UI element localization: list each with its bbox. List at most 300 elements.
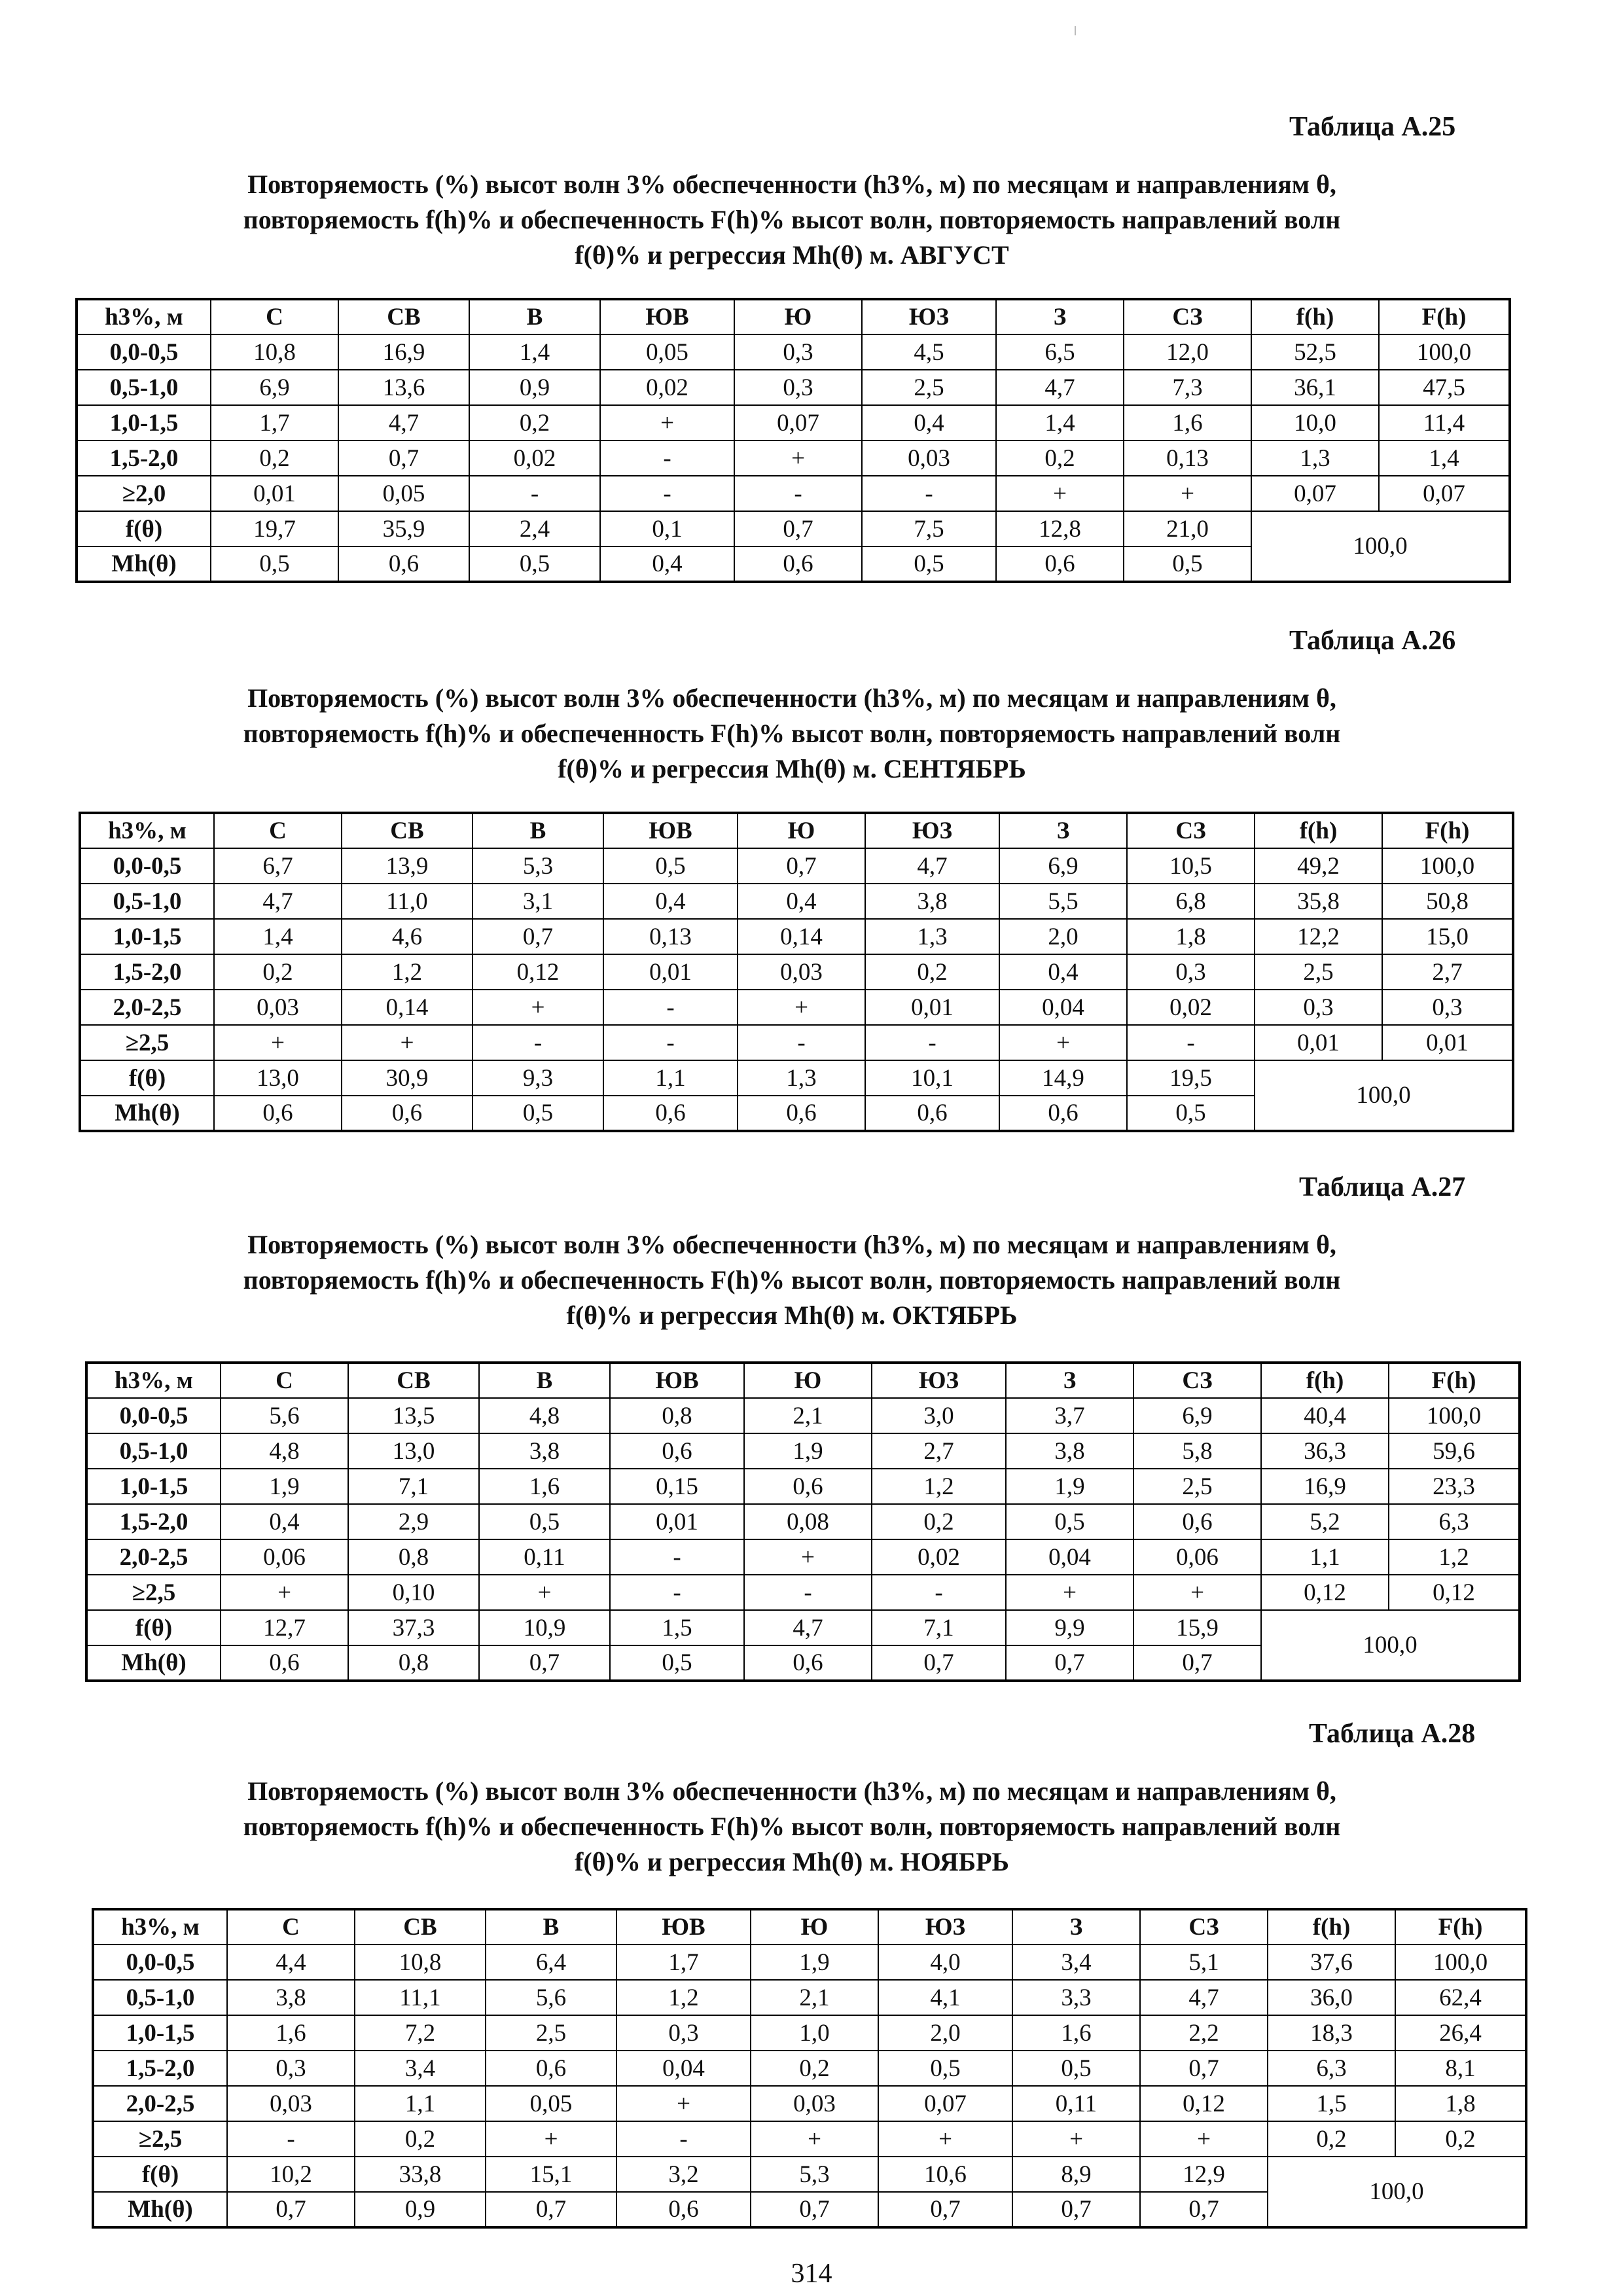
table-cell: 0,6 (616, 2192, 751, 2227)
table-cell: 1,2 (1389, 1539, 1520, 1575)
total-cell: 100,0 (1268, 2157, 1526, 2227)
table-cell: 0,02 (1127, 990, 1255, 1025)
table-cell: 7,3 (1124, 370, 1251, 405)
table-caption (92, 167, 1492, 273)
table-cell: 5,6 (486, 1980, 616, 2015)
table-cell: 1,6 (479, 1469, 610, 1504)
table-cell: 1,4 (214, 919, 342, 954)
table-row (77, 440, 1510, 476)
table-cell: 5,1 (1140, 1945, 1268, 1980)
table-row (80, 919, 1513, 954)
table-cell: 52,5 (1251, 334, 1379, 370)
table-cell: 40,4 (1261, 1398, 1389, 1433)
table-cell: 37,6 (1268, 1945, 1395, 1980)
caption-line: f(θ)% и регрессия Mh(θ) м. АВГУСТ (575, 240, 1009, 270)
column-header: СЗ (1140, 1909, 1268, 1945)
row-label: 1,5-2,0 (77, 440, 211, 476)
table-cell: 19,5 (1127, 1060, 1255, 1096)
table-row (93, 1945, 1526, 1980)
table-cell: 5,5 (999, 884, 1127, 919)
table-cell: 0,2 (865, 954, 999, 990)
table-cell: 12,9 (1140, 2157, 1268, 2192)
table-row (77, 370, 1510, 405)
table-cell: 0,6 (865, 1096, 999, 1131)
table-cell: 0,6 (342, 1096, 473, 1131)
table-cell: - (738, 1025, 865, 1060)
row-label: 0,0-0,5 (93, 1945, 227, 1980)
table-cell: 36,1 (1251, 370, 1379, 405)
table-cell: 13,6 (338, 370, 469, 405)
table-cell: 0,02 (469, 440, 600, 476)
table-cell: 5,3 (751, 2157, 878, 2192)
table-cell: 0,8 (348, 1645, 479, 1681)
column-header: f(h) (1268, 1909, 1395, 1945)
column-header: ЮВ (610, 1363, 744, 1398)
table-cell: 2,5 (486, 2015, 616, 2051)
column-header: Ю (744, 1363, 872, 1398)
table-row (93, 2051, 1526, 2086)
table-cell: 0,03 (227, 2086, 355, 2121)
table-cell: - (473, 1025, 603, 1060)
table-cell: 0,5 (610, 1645, 744, 1681)
row-label: ≥2,5 (80, 1025, 214, 1060)
table-cell: 0,7 (734, 511, 862, 547)
table-cell: 30,9 (342, 1060, 473, 1096)
table-cell: - (469, 476, 600, 511)
row-label: 0,5-1,0 (80, 884, 214, 919)
table-cell: 0,10 (348, 1575, 479, 1610)
caption-line: Повторяемость (%) высот волн 3% обеспеченности (h3%, м) по месяцам и направлениям θ, (247, 1776, 1336, 1806)
table-row (80, 990, 1513, 1025)
table-cell: 4,6 (342, 919, 473, 954)
table-cell: 23,3 (1389, 1469, 1520, 1504)
table-cell: + (486, 2121, 616, 2157)
table-caption (92, 681, 1492, 787)
table-cell: + (1140, 2121, 1268, 2157)
table-cell: 0,03 (862, 440, 996, 476)
table-cell: 33,8 (355, 2157, 486, 2192)
table-cell: - (872, 1575, 1006, 1610)
table-cell: 1,6 (1012, 2015, 1140, 2051)
table-cell: 1,9 (744, 1433, 872, 1469)
f-theta-row (86, 1610, 1520, 1645)
table-cell: 4,8 (221, 1433, 348, 1469)
table-cell: 0,8 (348, 1539, 479, 1575)
table-cell: 0,6 (744, 1645, 872, 1681)
table-cell: 4,0 (878, 1945, 1012, 1980)
table-cell: 0,01 (610, 1504, 744, 1539)
table-cell: 3,3 (1012, 1980, 1140, 2015)
table-cell: 14,9 (999, 1060, 1127, 1096)
table-cell: 2,5 (862, 370, 996, 405)
table-cell: 0,03 (751, 2086, 878, 2121)
table-cell: 15,1 (486, 2157, 616, 2192)
table-cell: 6,3 (1389, 1504, 1520, 1539)
table-cell: 13,5 (348, 1398, 479, 1433)
table-cell: 4,8 (479, 1398, 610, 1433)
table-cell: 59,6 (1389, 1433, 1520, 1469)
wave-table (85, 1361, 1521, 1682)
row-label: Mh(θ) (77, 547, 211, 582)
table-cell: 6,8 (1127, 884, 1255, 919)
table-cell: 0,9 (469, 370, 600, 405)
table-cell: 36,3 (1261, 1433, 1389, 1469)
table-cell: 1,4 (1379, 440, 1510, 476)
table-cell: 0,3 (1382, 990, 1513, 1025)
table-cell: 2,5 (1133, 1469, 1261, 1504)
column-header: f(h) (1261, 1363, 1389, 1398)
table-cell: 26,4 (1395, 2015, 1526, 2051)
table-cell: 6,9 (1133, 1398, 1261, 1433)
column-header: F(h) (1379, 299, 1510, 334)
table-cell: 1,1 (603, 1060, 738, 1096)
table-cell: - (865, 1025, 999, 1060)
table-cell: 0,6 (221, 1645, 348, 1681)
row-label: 2,0-2,5 (80, 990, 214, 1025)
row-label: 0,5-1,0 (93, 1980, 227, 2015)
column-header: ЮЗ (862, 299, 996, 334)
table-cell: 6,3 (1268, 2051, 1395, 2086)
table-cell: 35,8 (1255, 884, 1382, 919)
column-header: F(h) (1395, 1909, 1526, 1945)
column-header: h3%, м (93, 1909, 227, 1945)
table-cell: 1,9 (751, 1945, 878, 1980)
table-cell: 100,0 (1382, 848, 1513, 884)
table-row (93, 2015, 1526, 2051)
column-header: С (211, 299, 338, 334)
table-cell: 0,6 (996, 547, 1124, 582)
table-row (86, 1504, 1520, 1539)
table-cell: - (610, 1539, 744, 1575)
table-cell: + (214, 1025, 342, 1060)
column-header: С (214, 813, 342, 848)
table-cell: + (734, 440, 862, 476)
row-label: ≥2,5 (93, 2121, 227, 2157)
column-header: СВ (342, 813, 473, 848)
table-cell: 10,5 (1127, 848, 1255, 884)
table-cell: 18,3 (1268, 2015, 1395, 2051)
caption-line: Повторяемость (%) высот волн 3% обеспеченности (h3%, м) по месяцам и направлениям θ, (247, 170, 1336, 199)
table-cell: 4,7 (996, 370, 1124, 405)
table-cell: 0,04 (999, 990, 1127, 1025)
table-cell: 3,4 (1012, 1945, 1140, 1980)
row-label: ≥2,5 (86, 1575, 221, 1610)
column-header: F(h) (1382, 813, 1513, 848)
table-cell: 0,2 (469, 405, 600, 440)
column-header: В (479, 1363, 610, 1398)
column-header: h3%, м (86, 1363, 221, 1398)
column-header: f(h) (1255, 813, 1382, 848)
table-cell: 4,5 (862, 334, 996, 370)
table-cell: 0,13 (1124, 440, 1251, 476)
table-cell: + (479, 1575, 610, 1610)
table-number: Таблица А.28 (1309, 1719, 1476, 1749)
table-cell: 9,9 (1006, 1610, 1133, 1645)
column-header: В (473, 813, 603, 848)
table-cell: 2,9 (348, 1504, 479, 1539)
table-cell: 3,1 (473, 884, 603, 919)
table-cell: 1,6 (1124, 405, 1251, 440)
table-caption (92, 1227, 1492, 1333)
table-cell: 7,5 (862, 511, 996, 547)
table-cell: 2,0 (878, 2015, 1012, 2051)
table-cell: 5,8 (1133, 1433, 1261, 1469)
table-cell: 5,6 (221, 1398, 348, 1433)
table-cell: 0,03 (738, 954, 865, 990)
scan-mark (1075, 26, 1076, 35)
table-cell: + (878, 2121, 1012, 2157)
table-cell: 6,9 (999, 848, 1127, 884)
caption-line: повторяемость f(h)% и обеспеченность F(h)% высот волн, повторяемость направлений волн (243, 205, 1341, 234)
table-cell: 0,7 (1140, 2192, 1268, 2227)
table-cell: + (1012, 2121, 1140, 2157)
table-cell: - (227, 2121, 355, 2157)
table-cell: + (1006, 1575, 1133, 1610)
table-cell: 0,11 (479, 1539, 610, 1575)
table-cell: 16,9 (1261, 1469, 1389, 1504)
table-cell: + (999, 1025, 1127, 1060)
table-cell: 0,07 (1379, 476, 1510, 511)
table-row (86, 1398, 1520, 1433)
table-cell: 0,14 (738, 919, 865, 954)
table-cell: 0,08 (744, 1504, 872, 1539)
table-cell: 0,11 (1012, 2086, 1140, 2121)
column-header: ЮЗ (872, 1363, 1006, 1398)
table-cell: 1,2 (872, 1469, 1006, 1504)
table-cell: 2,7 (1382, 954, 1513, 990)
table-cell: 0,2 (214, 954, 342, 990)
table-cell: 1,3 (1251, 440, 1379, 476)
table-cell: 0,4 (862, 405, 996, 440)
column-header: h3%, м (77, 299, 211, 334)
row-label: f(θ) (93, 2157, 227, 2192)
table-cell: 0,06 (221, 1539, 348, 1575)
table-cell: 0,2 (872, 1504, 1006, 1539)
table-cell: 0,6 (744, 1469, 872, 1504)
table-cell: 1,4 (996, 405, 1124, 440)
table-row (77, 405, 1510, 440)
row-label: 2,0-2,5 (93, 2086, 227, 2121)
row-label: 1,0-1,5 (93, 2015, 227, 2051)
table-row (93, 1980, 1526, 2015)
table-cell: 0,2 (1395, 2121, 1526, 2157)
table-cell: 50,8 (1382, 884, 1513, 919)
table-cell: 0,2 (355, 2121, 486, 2157)
table-cell: 0,6 (214, 1096, 342, 1131)
table-caption (92, 1774, 1492, 1880)
column-header: ЮЗ (878, 1909, 1012, 1945)
table-cell: 4,7 (214, 884, 342, 919)
row-label: 2,0-2,5 (86, 1539, 221, 1575)
total-cell: 100,0 (1251, 511, 1510, 582)
table-cell: 7,1 (348, 1469, 479, 1504)
caption-line: f(θ)% и регрессия Mh(θ) м. СЕНТЯБРЬ (558, 754, 1026, 783)
table-cell: 0,4 (603, 884, 738, 919)
caption-line: Повторяемость (%) высот волн 3% обеспеченности (h3%, м) по месяцам и направлениям θ, (247, 683, 1336, 713)
table-row (80, 848, 1513, 884)
table-cell: + (221, 1575, 348, 1610)
table-cell: 5,3 (473, 848, 603, 884)
table-cell: 1,2 (342, 954, 473, 990)
table-cell: 0,4 (221, 1504, 348, 1539)
table-cell: 1,9 (221, 1469, 348, 1504)
wave-table (79, 812, 1514, 1132)
table-cell: 0,3 (1255, 990, 1382, 1025)
table-cell: 0,4 (999, 954, 1127, 990)
table-cell: 0,1 (600, 511, 734, 547)
table-row (80, 884, 1513, 919)
table-cell: 0,2 (1268, 2121, 1395, 2157)
table-cell: 3,8 (865, 884, 999, 919)
table-cell: + (1133, 1575, 1261, 1610)
table-number: Таблица А.27 (1299, 1172, 1466, 1202)
table-cell: 1,1 (355, 2086, 486, 2121)
table-cell: 10,9 (479, 1610, 610, 1645)
table-cell: 6,9 (211, 370, 338, 405)
table-cell: 13,9 (342, 848, 473, 884)
table-cell: 0,2 (211, 440, 338, 476)
table-cell: 2,4 (469, 511, 600, 547)
table-row (77, 476, 1510, 511)
table-cell: 3,7 (1006, 1398, 1133, 1433)
table-cell: 0,12 (1140, 2086, 1268, 2121)
table-cell: 0,05 (600, 334, 734, 370)
table-cell: + (996, 476, 1124, 511)
row-label: 1,0-1,5 (86, 1469, 221, 1504)
table-cell: 0,3 (734, 334, 862, 370)
table-cell: 0,01 (1255, 1025, 1382, 1060)
table-cell: 4,7 (338, 405, 469, 440)
table-cell: 0,14 (342, 990, 473, 1025)
table-cell: 0,01 (603, 954, 738, 990)
table-cell: 0,2 (751, 2051, 878, 2086)
caption-line: f(θ)% и регрессия Mh(θ) м. НОЯБРЬ (575, 1847, 1009, 1876)
row-label: Mh(θ) (80, 1096, 214, 1131)
row-label: f(θ) (86, 1610, 221, 1645)
table-cell: 0,5 (211, 547, 338, 582)
table-number: Таблица А.26 (1289, 626, 1456, 656)
table-cell: 16,9 (338, 334, 469, 370)
table-cell: 1,3 (865, 919, 999, 954)
row-label: Mh(θ) (93, 2192, 227, 2227)
table-cell: 0,07 (1251, 476, 1379, 511)
column-header: h3%, м (80, 813, 214, 848)
column-header: Ю (751, 1909, 878, 1945)
table-cell: 0,4 (600, 547, 734, 582)
f-theta-row (77, 511, 1510, 547)
table-cell: 0,3 (1127, 954, 1255, 990)
column-header: СВ (348, 1363, 479, 1398)
table-cell: + (738, 990, 865, 1025)
table-cell: 0,3 (616, 2015, 751, 2051)
table-cell: + (342, 1025, 473, 1060)
table-row (80, 954, 1513, 990)
table-cell: 0,01 (1382, 1025, 1513, 1060)
table-cell: 0,5 (862, 547, 996, 582)
table-cell: 3,0 (872, 1398, 1006, 1433)
table-cell: 0,5 (878, 2051, 1012, 2086)
table-cell: + (1124, 476, 1251, 511)
table-row (86, 1433, 1520, 1469)
table-cell: 0,7 (1133, 1645, 1261, 1681)
row-label: 0,0-0,5 (77, 334, 211, 370)
table-cell: 10,6 (878, 2157, 1012, 2192)
table-cell: 4,7 (744, 1610, 872, 1645)
table-cell: 0,7 (751, 2192, 878, 2227)
header-row (80, 813, 1513, 848)
table-cell: 0,06 (1133, 1539, 1261, 1575)
row-label: ≥2,0 (77, 476, 211, 511)
row-label: 1,5-2,0 (86, 1504, 221, 1539)
table-cell: - (1127, 1025, 1255, 1060)
table-cell: 100,0 (1379, 334, 1510, 370)
table-cell: 2,1 (751, 1980, 878, 2015)
table-cell: - (603, 1025, 738, 1060)
table-cell: 10,1 (865, 1060, 999, 1096)
table-row (93, 2121, 1526, 2157)
table-cell: 4,7 (1140, 1980, 1268, 2015)
table-cell: 0,7 (1140, 2051, 1268, 2086)
table-cell: 0,6 (734, 547, 862, 582)
table-cell: + (744, 1539, 872, 1575)
column-header: В (486, 1909, 616, 1945)
table-cell: 11,4 (1379, 405, 1510, 440)
table-cell: 6,7 (214, 848, 342, 884)
column-header: Ю (734, 299, 862, 334)
table-cell: 0,5 (473, 1096, 603, 1131)
table-cell: 8,1 (1395, 2051, 1526, 2086)
table-cell: 21,0 (1124, 511, 1251, 547)
table-cell: 100,0 (1389, 1398, 1520, 1433)
table-cell: 0,13 (603, 919, 738, 954)
header-row (77, 299, 1510, 334)
table-cell: 2,0 (999, 919, 1127, 954)
table-cell: 0,15 (610, 1469, 744, 1504)
column-header: f(h) (1251, 299, 1379, 334)
table-cell: 10,8 (355, 1945, 486, 1980)
row-label: f(θ) (77, 511, 211, 547)
table-cell: 37,3 (348, 1610, 479, 1645)
table-cell: 0,5 (1006, 1504, 1133, 1539)
table-cell: - (600, 476, 734, 511)
table-cell: 6,4 (486, 1945, 616, 1980)
table-cell: 100,0 (1395, 1945, 1526, 1980)
column-header: СЗ (1124, 299, 1251, 334)
table-cell: 12,0 (1124, 334, 1251, 370)
table-cell: - (600, 440, 734, 476)
column-header: З (999, 813, 1127, 848)
row-label: 1,5-2,0 (80, 954, 214, 990)
column-header: СВ (355, 1909, 486, 1945)
table-cell: - (610, 1575, 744, 1610)
table-cell: 0,12 (1261, 1575, 1389, 1610)
table-cell: 0,6 (610, 1433, 744, 1469)
table-cell: 2,2 (1140, 2015, 1268, 2051)
column-header: С (227, 1909, 355, 1945)
f-theta-row (80, 1060, 1513, 1096)
row-label: 0,0-0,5 (80, 848, 214, 884)
caption-line: повторяемость f(h)% и обеспеченность F(h)% высот волн, повторяемость направлений волн (243, 719, 1341, 748)
table-cell: 0,7 (227, 2192, 355, 2227)
row-label: 1,0-1,5 (80, 919, 214, 954)
row-label: 1,0-1,5 (77, 405, 211, 440)
table-cell: 6,5 (996, 334, 1124, 370)
table-cell: 0,5 (1012, 2051, 1140, 2086)
table-cell: 0,5 (479, 1504, 610, 1539)
table-cell: 0,7 (473, 919, 603, 954)
column-header: ЮВ (616, 1909, 751, 1945)
table-cell: 4,1 (878, 1980, 1012, 2015)
